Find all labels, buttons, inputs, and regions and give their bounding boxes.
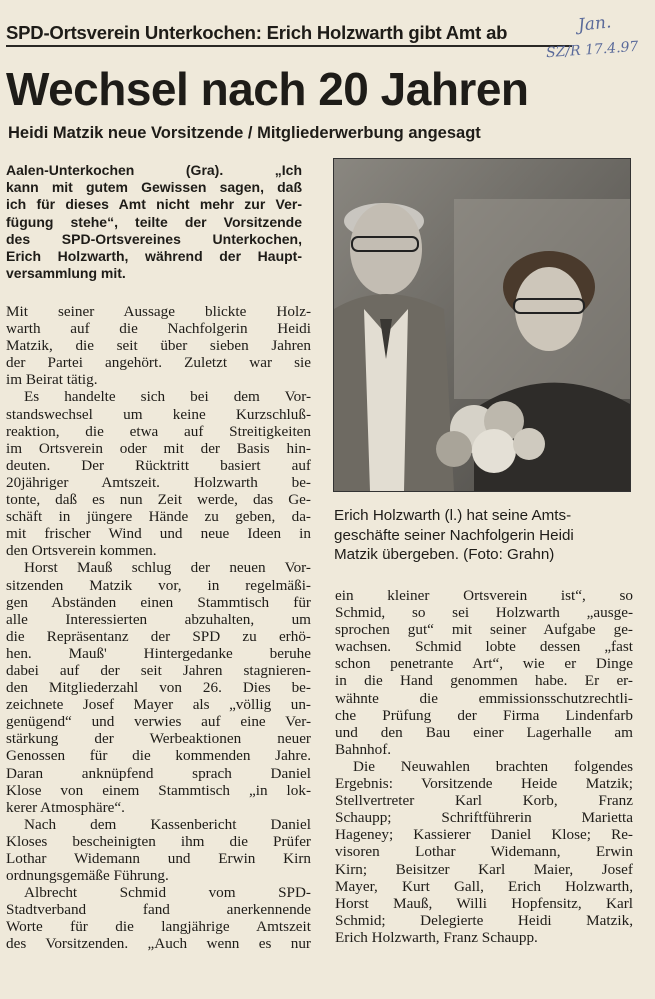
lead-line: fügung stehe“, teilte der Vorsitzende: [6, 213, 302, 230]
rightcol-line: schon penetrante Art“, wie er Dinge: [335, 655, 633, 673]
leftcol-line: Daran anknüpfend sprach Daniel: [6, 764, 311, 782]
leftcol-line: Klose von einem Stammtisch „in lok-: [6, 781, 311, 799]
article-column-left: [6, 303, 311, 953]
caption-line: Erich Holzwarth (l.) hat seine Amts-: [334, 507, 572, 524]
lead-line: ich für dieses Amt nicht mehr zur Ver-: [6, 196, 302, 213]
rightcol-line: Horst Mauß, Willi Hopfensitz, Karl: [335, 894, 633, 912]
leftcol-line: im Ortsverein oder mit der Basis hin-: [6, 439, 311, 457]
rightcol-line: und den Bau einer Lagerhalle am: [335, 723, 633, 741]
caption-line: Matzik übergeben. (Foto: Grahn): [334, 546, 555, 563]
leftcol-line: Genossen für die kommenden Jahre.: [6, 747, 311, 765]
lead-line: Erich Holzwarth, während der Haupt-: [6, 248, 302, 265]
leftcol-line: sitzenden Matzik vor, in regelmäßi-: [6, 576, 311, 594]
handwritten-note-month: Jan.: [577, 12, 613, 36]
leftcol-line: Nach dem Kassenbericht Daniel: [24, 815, 311, 833]
rightcol-line: Erich Holzwarth, Franz Schaupp.: [335, 928, 538, 946]
leftcol-line: kerer Atmosphäre“.: [6, 798, 125, 816]
leftcol-line: dabei auf der seit Jahren stagnieren-: [6, 661, 311, 679]
handwritten-note-date: SZ/R 17.4.97: [545, 38, 639, 62]
rightcol-line: Kirn; Beisitzer Karl Maier, Josef: [335, 860, 633, 878]
leftcol-line: deuten. Der Rücktritt basiert auf: [6, 456, 311, 474]
lead-paragraph: [6, 162, 302, 282]
lead-line: des SPD-Ortsvereines Unterkochen,: [6, 230, 302, 247]
rightcol-line: in die Hand genommen habe. Er er-: [335, 672, 633, 690]
rightcol-line: Schaupp; Schriftführerin Marietta: [335, 809, 633, 827]
rightcol-line: visoren Lothar Widemann, Erwin: [335, 843, 633, 861]
leftcol-line: im Beirat tätig.: [6, 371, 98, 389]
leftcol-line: reaktion, die etwa auf Streitigkeiten: [6, 422, 311, 440]
leftcol-line: Worte für die langjährige Amtszeit: [6, 918, 311, 936]
leftcol-line: schäft in jüngere Hände zu geben, da-: [6, 508, 311, 526]
subheadline: Heidi Matzik neue Vorsitzende / Mitgliederwerbung angesagt: [8, 124, 481, 142]
leftcol-line: Albrecht Schmid vom SPD-: [24, 884, 311, 902]
leftcol-line: Horst Mauß schlug der neuen Vor-: [24, 559, 311, 577]
leftcol-line: Lothar Widemann und Erwin Kirn: [6, 850, 311, 867]
lead-line: versammlung mit.: [6, 265, 126, 282]
leftcol-line: gen Abständen einen Stammtisch für: [6, 593, 311, 611]
rightcol-line: Stellvertreter Karl Korb, Franz: [335, 792, 633, 810]
lead-line: kann mit gutem Gewissen sagen, daß: [6, 179, 302, 196]
rightcol-line: sprochen gut“ mit seiner Aufgabe ge-: [335, 621, 633, 639]
leftcol-line: 20jähriger Amtszeit. Holzwarth be-: [6, 473, 311, 491]
leftcol-line: den Mitgliederzahl von 26. Dies be-: [6, 679, 311, 697]
kicker-line: SPD-Ortsverein Unterkochen: Erich Holzwarth gibt Amt ab: [6, 22, 572, 47]
rightcol-line: che Prüfung der Firma Lindenfarb: [335, 706, 633, 724]
leftcol-line: Stadtverband fand anerkennende: [6, 901, 311, 919]
leftcol-line: tonte, daß es nun Zeit werde, das Ge-: [6, 491, 311, 509]
caption-line: geschäfte seiner Nachfolgerin Heidi: [334, 526, 574, 544]
leftcol-line: Kloses bescheinigten ihm die Prüfer: [6, 832, 311, 850]
rightcol-line: ein kleiner Ortsverein ist“, so: [335, 587, 633, 604]
rightcol-line: wähnte die emmissionsschutzrechtli-: [335, 689, 633, 707]
leftcol-line: standswechsel um keine Kurzschluß-: [6, 405, 311, 423]
leftcol-line: Matzik, die seit über sieben Jahren: [6, 337, 311, 355]
leftcol-line: Mit seiner Aussage blickte Holz-: [6, 303, 311, 320]
photo-caption: [334, 506, 634, 565]
leftcol-line: alle Interessierten abzuhalten, um: [6, 610, 311, 628]
leftcol-line: warth auf die Nachfolgerin Heidi: [6, 320, 311, 338]
lead-line: Aalen-Unterkochen (Gra). „Ich: [6, 162, 302, 178]
leftcol-line: Es handelte sich bei dem Vor-: [24, 388, 311, 406]
leftcol-line: mit frischer Wind und neue Ideen in: [6, 525, 311, 543]
leftcol-line: stärkung der Werbeaktionen neuer: [6, 730, 311, 748]
rightcol-line: Hageney; Kassierer Daniel Klose; Re-: [335, 826, 633, 844]
leftcol-line: des Vorsitzenden. „Auch wenn es nur: [6, 935, 311, 953]
rightcol-line: Ergebnis: Vorsitzende Heide Matzik;: [335, 775, 633, 793]
leftcol-line: zeichnete Josef Mayer als „völlig un-: [6, 696, 311, 714]
rightcol-line: Die Neuwahlen brachten folgendes: [353, 757, 633, 775]
rightcol-line: Mayer, Kurt Gall, Erich Holzwarth,: [335, 877, 633, 895]
rightcol-line: Schmid; Delegierte Heidi Matzik,: [335, 911, 633, 929]
leftcol-line: der Partei angehört. Zuletzt war sie: [6, 354, 311, 372]
headline: Wechsel nach 20 Jahren: [6, 63, 529, 115]
rightcol-line: Schmid, so sei Holzwarth „ausge-: [335, 604, 633, 622]
leftcol-line: ordnungsgemäße Führung.: [6, 867, 169, 885]
rightcol-line: wachsen. Schmid lobte dessen „fast: [335, 638, 633, 656]
press-photo: [333, 158, 631, 492]
rightcol-line: Bahnhof.: [335, 740, 392, 758]
photo-illustration: [334, 159, 630, 491]
leftcol-line: genügend“ und verwies auf eine Ver-: [6, 713, 311, 731]
leftcol-line: hen. Mauß' Hintergedanke beruhe: [6, 644, 311, 662]
leftcol-line: den Ortsverein kommen.: [6, 542, 157, 560]
article-column-right: [335, 587, 633, 946]
leftcol-line: die Repräsentanz der SPD zu erhö-: [6, 627, 311, 645]
